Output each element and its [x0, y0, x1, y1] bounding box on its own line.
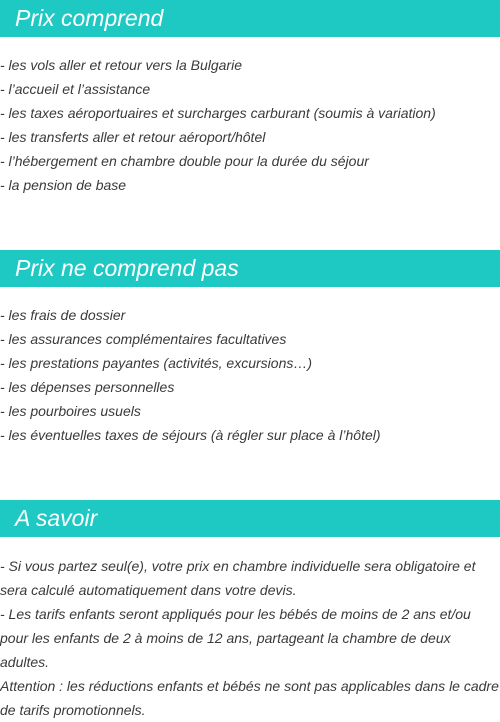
list-item: - l’hébergement en chambre double pour la durée du séjour — [0, 153, 369, 169]
good-to-know-section — [0, 500, 500, 722]
price-excludes-title: Prix ne comprend pas — [15, 255, 239, 281]
list-item: - les taxes aéroportuaires et surcharges carburant (soumis à variation) — [0, 105, 436, 121]
list-item: - la pension de base — [0, 177, 127, 193]
good-to-know-title: A savoir — [15, 505, 98, 531]
list-item: - les éventuelles taxes de séjours (à régler sur place à l’hôtel) — [0, 427, 381, 443]
list-item: - les assurances complémentaires facultatives — [0, 331, 287, 347]
info-paragraph: - Les tarifs enfants seront appliqués pour les bébés de moins de 2 ans et/ou pour les enfants de 2 à moins de 12 ans, partageant la chambre de deux adultes. — [0, 606, 471, 670]
list-item: - les pourboires usuels — [0, 403, 141, 419]
good-to-know-body — [0, 554, 500, 722]
price-includes-section — [0, 0, 500, 197]
price-excludes-header — [0, 250, 500, 287]
price-includes-list — [0, 53, 500, 197]
list-item: - les dépenses personnelles — [0, 379, 175, 395]
list-item: - les transferts aller et retour aéroport/hôtel — [0, 129, 266, 145]
warning-paragraph: Attention : les réductions enfants et bébés ne sont pas applicables dans le cadre de tarifs promotionnels. — [0, 678, 499, 718]
list-item: - les vols aller et retour vers la Bulgarie — [0, 57, 242, 73]
list-item: - l’accueil et l’assistance — [0, 81, 151, 97]
price-excludes-section — [0, 250, 500, 447]
list-item: - les frais de dossier — [0, 307, 126, 323]
list-item: - les prestations payantes (activités, excursions…) — [0, 355, 313, 371]
info-paragraph: - Si vous partez seul(e), votre prix en chambre individuelle sera obligatoire et sera calculé automatiquement dans votre devis. — [0, 558, 476, 598]
price-excludes-list — [0, 303, 500, 447]
good-to-know-header — [0, 500, 500, 537]
price-includes-header — [0, 0, 500, 37]
price-includes-title: Prix comprend — [15, 5, 164, 31]
